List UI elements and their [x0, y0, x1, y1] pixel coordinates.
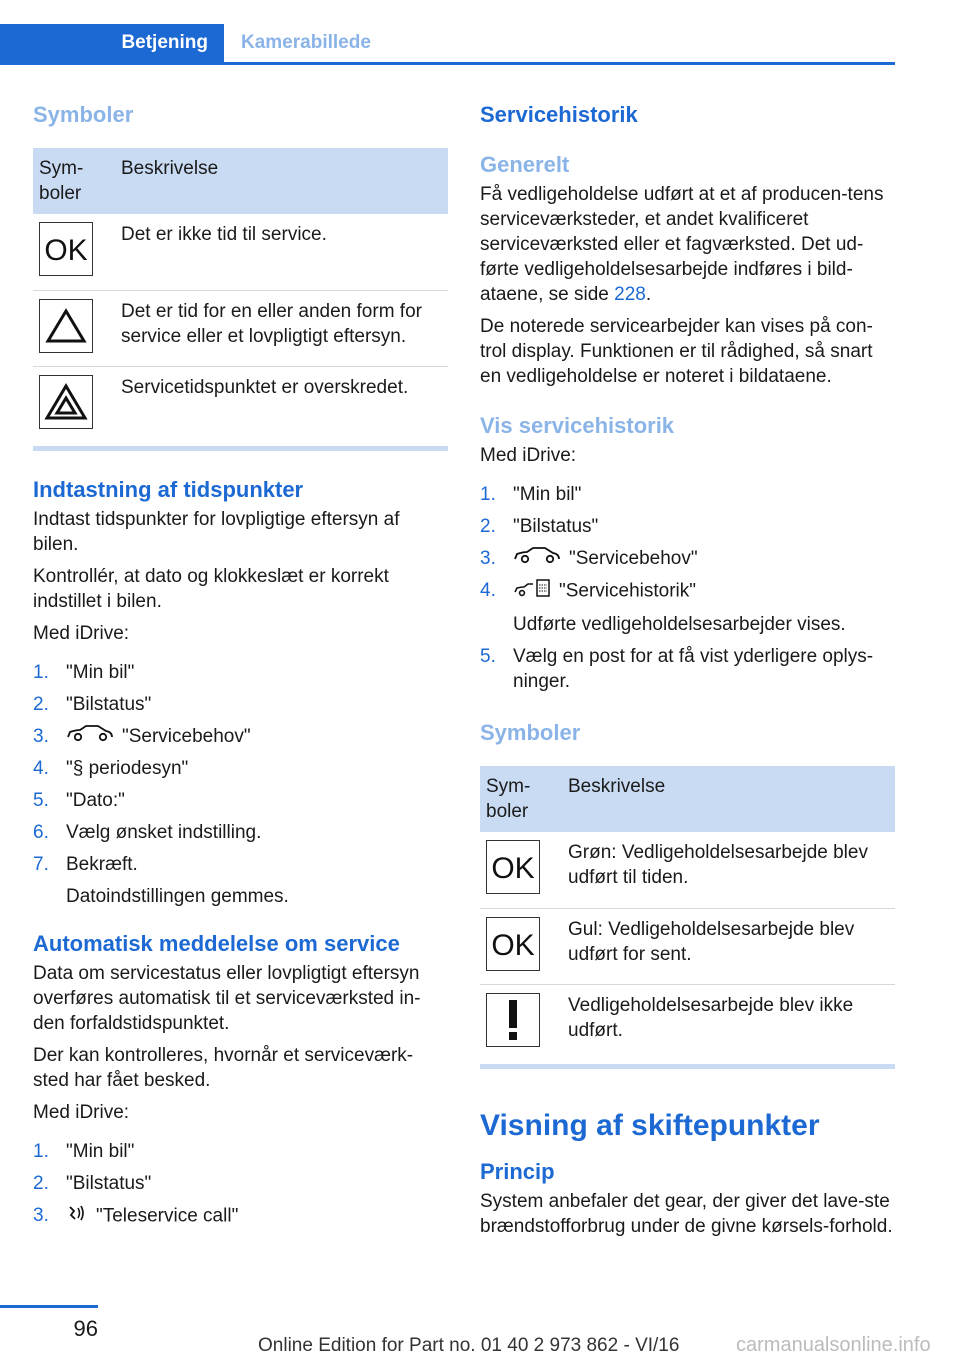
exclamation-icon — [486, 993, 540, 1047]
table-bottom-rule — [480, 1064, 895, 1069]
chapter-tabs — [0, 24, 895, 65]
service-history-icon — [513, 578, 551, 605]
step-number: 3. — [33, 1205, 49, 1227]
step-text: Vælg en post for at få vist yderligere oplys-ninger. — [513, 646, 874, 693]
paragraph: Der kan kontrolleres, hvornår et serviceværk-sted har fået besked. — [33, 1045, 414, 1092]
step-text: "§ periodesyn" — [66, 758, 189, 780]
step-number: 5. — [33, 790, 49, 812]
step-text: "Servicehistorik" — [559, 581, 697, 602]
step-number: 4. — [480, 580, 496, 602]
right-column — [480, 102, 895, 1239]
step-number: 3. — [33, 726, 49, 747]
step-number: 2. — [33, 694, 49, 715]
ok-icon — [486, 917, 540, 971]
symbols-heading: Symboler — [33, 102, 134, 127]
step-number: 1. — [33, 662, 49, 683]
car-service-icon — [66, 724, 114, 749]
list-item — [33, 820, 448, 845]
hazard-triangle-icon — [39, 375, 93, 429]
section-title-servicehistorik: Servicehistorik — [480, 102, 638, 127]
table-cell-text: Grøn: Vedligeholdelsesarbejde blev udført til tiden. — [562, 832, 895, 908]
list-item — [33, 756, 448, 781]
list-item — [480, 482, 895, 507]
paragraph: Med iDrive: — [33, 1102, 130, 1124]
symbols-table — [33, 148, 448, 442]
step-number: 3. — [480, 548, 496, 569]
list-item — [33, 692, 448, 717]
list-item — [480, 514, 895, 539]
step-text: "Teleservice call" — [96, 1206, 239, 1227]
step-text: Bekræft. — [66, 854, 138, 876]
step-text: "Dato:" — [66, 790, 125, 812]
ok-icon — [486, 840, 540, 894]
paragraph: System anbefaler det gear, der giver det lave-ste brændstofforbrug under de givne kørsels-forhold. — [480, 1191, 893, 1238]
subsection-title-princip: Princip — [480, 1159, 555, 1185]
step-number: 6. — [33, 822, 49, 844]
step-subtext: Datoindstillingen gemmes. — [66, 886, 289, 908]
paragraph: Kontrollér, at dato og klokkeslæt er korrekt indstillet i bilen. — [33, 566, 389, 612]
paragraph: De noterede servicearbejder kan vises på con-trol display. Funktionen er til rådighed, så snart en vedligeholdelse er noteret i bildataene. — [480, 316, 873, 387]
table-row — [480, 908, 895, 984]
step-number: 4. — [33, 758, 49, 780]
step-text: Vælg ønsket indstilling. — [66, 822, 262, 844]
list-item — [480, 578, 895, 637]
list-item — [33, 724, 448, 749]
ok-icon — [39, 222, 93, 276]
paragraph-text: Få vedligeholdelse udført at et af producen-tens serviceværksteder, et andet kvalificeret serviceværksted eller et fagværksted. Det ud-førte vedligeholdelsesarbejde indføres i bild-ataene, se side — [480, 184, 884, 305]
list-item — [33, 1139, 448, 1164]
list-item — [33, 660, 448, 685]
footer-rule — [0, 1305, 98, 1308]
step-text: "Min bil" — [513, 484, 582, 505]
table-cell-text: Det er tid for en eller anden form for service eller et lovpligtigt eftersyn. — [115, 290, 448, 366]
edition-note: Online Edition for Part no. 01 40 2 973 862 - VI/16 — [258, 1335, 680, 1356]
paragraph: Med iDrive: — [480, 445, 577, 466]
table-cell-text: Det er ikke tid til service. — [115, 214, 448, 290]
step-text: "Servicebehov" — [569, 548, 698, 569]
step-number: 1. — [480, 484, 496, 505]
paragraph: Indtast tidspunkter for lovpligtige eftersyn af bilen. — [33, 509, 400, 555]
svg-text:OK: OK — [491, 852, 535, 883]
step-text: "Bilstatus" — [66, 694, 152, 715]
step-text: "Min bil" — [66, 1141, 135, 1163]
car-service-icon — [513, 546, 561, 571]
step-text: "Bilstatus" — [513, 516, 599, 537]
table-row — [33, 290, 448, 366]
page-link[interactable]: 228 — [614, 284, 646, 305]
table-cell-text: Servicetidspunktet er overskredet. — [121, 376, 409, 398]
section-title-indtastning: Indtastning af tidspunkter — [33, 477, 304, 502]
section-title-automatisk: Automatisk meddelelse om service — [33, 931, 400, 957]
steps-list — [33, 660, 448, 909]
step-number: 2. — [480, 516, 496, 537]
step-subtext: Udførte vedligeholdelsesarbejder vises. — [513, 614, 846, 636]
subsection-title-vis: Vis servicehistorik — [480, 413, 675, 438]
step-number: 1. — [33, 1141, 49, 1163]
table-header-symbols: Sym- boler — [33, 148, 115, 214]
list-item — [480, 644, 895, 694]
list-item — [480, 546, 895, 571]
steps-list — [480, 482, 895, 694]
list-item — [33, 1203, 448, 1230]
step-text: "Servicebehov" — [122, 726, 251, 747]
table-header-description: Beskrivelse — [115, 148, 448, 214]
list-item — [33, 852, 448, 909]
step-text: "Min bil" — [66, 662, 135, 683]
table-row — [480, 832, 895, 908]
table-row — [33, 214, 448, 290]
tab-kamerabillede[interactable]: Kamerabillede — [241, 32, 371, 53]
step-text: "Bilstatus" — [66, 1173, 152, 1195]
tab-betjening[interactable]: Betjening — [0, 24, 224, 62]
paragraph: Med iDrive: — [33, 623, 130, 644]
table-row — [33, 366, 448, 442]
symbols-table — [480, 766, 895, 1060]
warning-triangle-icon — [39, 299, 93, 353]
page-number: 96 — [73, 1316, 98, 1341]
table-cell-text: Vedligeholdelsesarbejde blev ikke udført. — [568, 994, 854, 1041]
table-cell-text: Gul: Vedligeholdelsesarbejde blev udført for sent. — [562, 908, 895, 984]
table-header-description: Beskrivelse — [562, 766, 895, 832]
paragraph: Data om servicestatus eller lovpligtigt eftersyn overføres automatisk til et serviceværksted in-den forfaldstidspunktet. — [33, 963, 421, 1035]
list-item — [33, 1171, 448, 1196]
steps-list — [33, 1139, 448, 1230]
step-number: 2. — [33, 1173, 49, 1195]
paragraph — [480, 182, 895, 307]
table-bottom-rule — [33, 446, 448, 451]
paragraph-text: . — [645, 284, 652, 305]
teleservice-icon — [66, 1203, 88, 1230]
table-row — [480, 984, 895, 1060]
step-number: 7. — [33, 854, 49, 876]
chapter-title-skiftepunkter: Visning af skiftepunkter — [480, 1109, 820, 1143]
subsection-title-generelt: Generelt — [480, 152, 570, 177]
left-column — [33, 102, 448, 1237]
list-item — [33, 788, 448, 813]
watermark: carmanualsonline.info — [736, 1334, 931, 1356]
svg-text:OK: OK — [491, 928, 535, 959]
table-header-symbols: Sym- boler — [480, 766, 562, 832]
svg-text:OK: OK — [44, 234, 88, 264]
step-number: 5. — [480, 646, 496, 668]
symbols-heading: Symboler — [480, 720, 581, 746]
